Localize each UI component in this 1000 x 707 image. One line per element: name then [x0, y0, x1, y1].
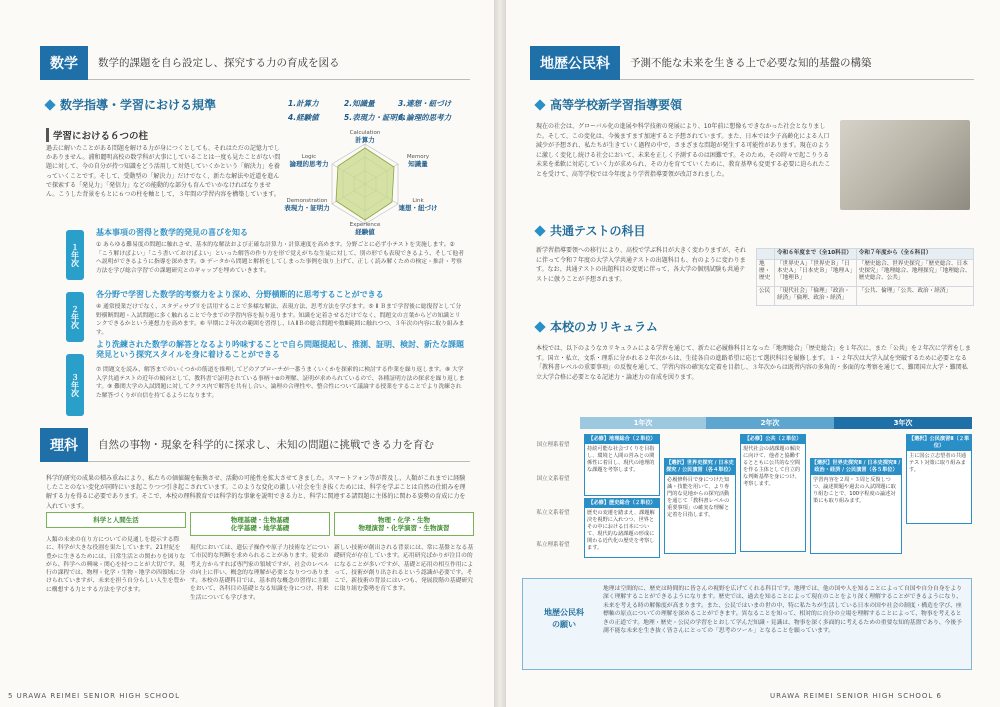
curriculum-heading: 本校のカリキュラム: [536, 318, 658, 335]
science-col-2-head: 物理基礎・生物基礎 化学基礎・地学基礎: [190, 512, 330, 536]
math-heading: [46, 96, 216, 113]
radar-link: Link 連想・紐づけ: [398, 198, 438, 212]
phase-year2: 2年次: [706, 417, 834, 429]
year3-tab: ３年次: [66, 354, 84, 416]
radar-calc: Calculation 計算力: [349, 130, 381, 144]
geo-tag: 地歴公民科: [530, 46, 620, 80]
ability-2: 2.知識量: [344, 99, 375, 108]
year3-text: ⑦ 問題文を読み、解答までのいくつかの筋道を推理してどのアプローチが一番うまくいくかを探索的に検討する作業を繰り返します。⑧ 大学入学共通テストの近年の傾向として、教科書で証明されている事柄＋αの理解、証明が求められているので、各種証明方法の探求を繰り返します。⑨ 難関大学の入試問題に対してクラス内で解答を共有し合い、論理の合理性や、整合性について議論する授業をすることでより洗練された解答づくりが自信を持てるようになります。: [96, 367, 465, 399]
table-row-history: 地歴・歴史: [757, 260, 775, 287]
page-gutter: [494, 0, 506, 707]
row-national-sci: 国立理系着望: [536, 442, 570, 448]
year3-heading: より洗練された数学の解答となるより吟味することで自ら問題提起し、推測、証明、検討、新たな課題発見という探究スタイルを身に着けることができる: [96, 340, 464, 359]
year1-heading: 基本事項の習得と数学的発見の喜びを知る: [96, 228, 248, 237]
ability-6: 6.論理的思考力: [398, 113, 452, 122]
science-col-3-text: 新しい技術が創出される背景には、常に基盤となる基礎研究が存在しています。応用研究ばかりが注目の的になることが多いですが、基礎と応用の相互作用によって、技術が創り出されるという認識が必要です。そこで、新技術の背景にはいつも、発展段階の基礎研究に取り組む姿勢を育てます。: [334, 545, 474, 593]
ability-1: 1.計算力: [288, 99, 319, 108]
wish-text: 地理は空間的に、歴史は時間的に皆さんの視野を広げてくれる科目です。地理では、他の国や人を知ることによって自国や自分自身をより深く理解することができるようになります。歴史では、過去を知ることによって現在のことをより深く理解することができるようになり、未来を考える時の解像度が高まります。また、公民ではいまの世の中、特に私たちが生活している日本の国や社会の制度・構造を学び、座標軸の原点についての理解を深めることができます。異なることを知って、相対的に自分の立場を理解することによって、物事を考えるときの正道です。地理・歴史・公民の学習をとおして学んだ知識・見識は、物事を深く多面的に考えるための重要な知的基盤であり、今後予測不能な未来を生き抜く皆さんにとっての「思考のツール」となることを願っています。: [603, 586, 962, 635]
guideline-heading: 高等学校新学習指導要領: [536, 96, 682, 113]
math-heading-text: 数学指導・学習における規準: [60, 98, 217, 112]
year1-tab: １年次: [66, 230, 84, 280]
math-tag: 数学: [40, 46, 88, 80]
table-row-civics: 公民: [757, 286, 775, 305]
science-tag: 理科: [40, 428, 88, 462]
science-col-1: [46, 512, 186, 646]
science-desc: 自然の事物・現象を科学的に探求し、未知の問題に挑戦できる力を育む: [98, 439, 434, 451]
wish-label: 地歴公民科 の願い: [544, 608, 584, 629]
science-col-3-head: 物理・化学・生物 物理演習・化学演習・生物演習: [334, 512, 474, 536]
box-civics-seminar: 【選択】公民演習Ⅱ（２単位） 主に国公立志望者の共通テスト対策に取り組みます。: [906, 434, 972, 524]
math-desc: 数学的課題を自ら設定し、探究する力の育成を図る: [98, 57, 340, 69]
box-geography: 【必修】地理総合（２単位） 持続可能な社会づくりを目指し、環境と人間の営みとの関係性に着目し、現代の地理的な課題を考察します。: [584, 434, 660, 496]
curriculum-text: 本校では、以下のようなカリキュラムによる学習を通じて、新たに必履修科目となった「地理総合」「歴史総合」を１年次に、また「公共」を２年次に学習をします。国立・私立、文系・理系に分かれる２年次からは、生徒各自の進路希望に応じて選択科目を履修します。１・２年次は大学入試を突破するために必要となる「教科書レベルの重要事項」の反復を通して、学習内容の確実な定着を目指し、３年次からは既習内容の多角的・多面的な考察を通じて、難関国立大学・難関私立大学合格に必要となる記述力・論述力の育成を図ります。: [536, 345, 971, 381]
box-inquiry-2: 【選択】世界史探究Ⅱ / 日本史探究Ⅱ / 政治・経済 / 公民演習（各５単位） 学習内容を２周・３周と反復しつつ、論述問題や過去の入試問題に取り組むことで、100字程度の論述対策にも取り組みます。: [810, 458, 902, 554]
geo-section-bar: [530, 46, 974, 80]
phase-year1: 1年次: [580, 417, 706, 429]
radar-chart: [284, 130, 440, 238]
box-public: 【必修】公共（２単位） 現代社会の諸課題の解決に向けて、他者と協働するとともに公共的な空間を作る主体として自立的な判断基準を身につけ、考察します。: [740, 434, 806, 552]
science-col-2: [190, 512, 330, 654]
math-intro: 過去に解いたことがある問題を解ける力が身につくとしても、それはただの記憶力でしかありません。浦和麗明高校の数学科が大事にしていることは一度も見たことがない問題に対して、今の自分が持つ知識をどう活用して対処していくかという「解決力」を養っていくことです。そして、受動型の「解決力」だけでなく、新たな解法や近道を進んで探索する「発見力」「発信力」などの能動的な部分も育んでいかなければなりません。こうした背景をもとに６つの柱を軸として、３年間の学習内容を構築しています。: [46, 145, 281, 199]
box-inquiry: 【選択】世界史探究 / 日本史探究 / 公民演習（各４単位） 必履修科目で身につけた知識・技能を用いて、より専門的な見地からの探究活動を通じて「教科書レベルの重要事項」の確実な理解と定着を目指します。: [664, 458, 736, 554]
year2-heading: 各分野で学習した数学的考察力をより深め、分野横断的に思考することができる: [96, 290, 384, 299]
radar-demo: Demonstration 表現力・証明力: [284, 198, 330, 212]
table-head-new: 令和７年度から（全６科目）: [856, 249, 973, 260]
radar-mem: Memory 知識量: [406, 154, 430, 168]
science-col-1-head: 科学と人間生活: [46, 512, 186, 528]
table-head-old: 令和６年度まで（全10科目）: [775, 249, 857, 260]
box-history: 【必修】歴史総合（２単位） 歴史の変遷を踏まえ、課題解決を視野に入れつつ、世界とその中における日本について、現代的な諸課題の形成に関わる近代化の歴史を考察します。: [584, 498, 660, 558]
year2-tab: ２年次: [66, 292, 84, 342]
science-col-3: [334, 512, 474, 654]
diamond-icon: [534, 225, 545, 236]
diamond-icon: [534, 99, 545, 110]
year2-text: ④ 通常授業だけでなく、スタディサプリを活用することで多様な解法、表現方法、思考方法を学びます。⑤ Ⅱ Ｂまで学習後に総復習として分野横断問題・入試問題に多く触れることで今までの学習内容を振り返ります。知識を定着させるだけでなく、問題文の言葉からどの知識とリンクできるかという連想力を高めます。⑥ 早期に２年次の範囲を習得し、ⅠＡⅡＢの総合問題や数Ⅲ範囲に触れつつ、３年次の内容に取り組みます。: [96, 304, 465, 336]
science-intro: 科学的研究の成果の積み重ねにより、私たちの価値観を転換させ、活動の可能性を拡大させてきました。スマートフォン等が普及し、人類がこれまでに経験したことのない変化が同時にいま起こりつつ引き起こされています。このような変化の激しい社会を生き抜くためには、科学を学ぶことは自然の仕組みを理解する力を得るに必要であります。そこで、本校の理科教育では科学的な事象を説明できる力と、科学に関連する諸問題に主体的に関わる姿勢の育成に力を入れています。: [46, 475, 466, 510]
geo-desc: 予測不能な未来を生きる上で必要な知的基盤の構築: [630, 57, 872, 69]
row-private-hum: 私立文系着望: [536, 510, 570, 516]
left-footer: 5 URAWA REIMEI SENIOR HIGH SCHOOL: [8, 692, 180, 700]
student-photo: [840, 120, 970, 210]
left-page: [0, 0, 494, 707]
row-national-hum: 国立文系着望: [536, 476, 570, 482]
ability-4: 4.経験値: [288, 113, 319, 122]
subject-comparison-table: 令和６年度まで（全10科目） 令和７年度から（全６科目） 地歴・歴史 「世界史Ａ」「世界史Ｂ」「日本史Ａ」「日本史Ｂ」「地理Ａ」「地理Ｂ」 「歴史総合、世界史探究」「歴史総合、日本史探究」「地理総合、地理探究」「地理総合、歴史総合、公共」 公民 「現代社会」「倫理」「政治・経済」「倫理、政治・経済」 「公共、倫理」「公共、政治・経済」: [756, 248, 974, 306]
math-section-bar: [40, 46, 470, 80]
science-col-2-text: 現代においては、遺伝子操作や原子力技術などについて市民的な判断を求められることがあります。従来の考え方からすれば専門家の領域ですが、社会のレベルの向上に伴い、概念的な理解が必要となりつつあります。本校の基礎科目では、基本的な概念の習得に主眼をおいて、各科目の基礎となる知識を身につけ、将来生活についても学びます。: [190, 545, 330, 601]
diamond-icon: [44, 99, 55, 110]
common-test-text: 新学習指導要領への移行により、高校で学ぶ科目が大きく変わりますが、それに伴って令和７年度の大学入学共通テストの出題科目も、右のように変わります。なお、共通テストの出題科目の変更に伴って、各大学の個別試験も共通テストに倣うことが予想されます。: [536, 247, 747, 283]
year1-text: ① あらゆる難易度の問題に触れさせ、基本的な解法および正確な計算力・計算速度を高めます。分野ごとに必ず小テストを実施します。② 「こう解けばよい」「こう書いておけばよい」といった解答の作り方を形で覚えがちな生徒に対して、別の形でも表現できるよう、そして他者へ説明ができるように指導を深めます。③ データから問題と解析をしてしまった事例を取り上げて、正しく読み解くための検定・推計・考察方法を学び総合学習での課題研究とのギャップを埋めていきます。: [96, 242, 464, 274]
science-section-bar: [40, 428, 470, 462]
science-col-1-text: 人類の未来の在り方についての見通しを提示する際に、科学が大きな役割を果たしています。21世紀を豊かに生きるためには、日常生活との関わりを図りながら、科学への興味・関心を持つことが大切です。現行の課程では、物理・化学・生物・地学の四領域に分けられていますが、未来を担う自分らしい人生を豊かに構想する力とする方法を学びます。: [46, 537, 186, 593]
right-footer: URAWA REIMEI SENIOR HIGH SCHOOL 6: [770, 692, 942, 700]
radar-logic: Logic 論理的思考力: [289, 154, 329, 168]
radar-exp: Experience 経験値: [349, 222, 381, 236]
common-test-heading: 共通テストの科目: [536, 222, 646, 239]
diamond-icon: [534, 321, 545, 332]
row-private-sci: 私立理系着望: [536, 542, 570, 548]
guideline-text: 現在の社会は、グローバル化の進展や科学技術の発展により、10年前に想像もできなかった社会となりました。そして、この変化は、今後ますます加速すると予想されています。また、日本では少子高齢化による人口減少が予想され、私たちが生きていく過程の中で、さまざまな問題が発生する可能性があります。現在のように激しく変化し続ける社会において、未来を正しく予測するのは困難です。そのため、その時々で起こりうる未来を柔軟に対応していく力が求められ、その力を育てていくために、教育基準も変更する必要に迫られたことを受けて、高等学校では今年度より学習指導要領が改訂されました。: [536, 123, 831, 178]
ability-5: 5.表現力・証明力: [344, 113, 405, 122]
pillars-heading: 学習における６つの柱: [46, 128, 148, 142]
phase-year3: 3年次: [834, 417, 972, 429]
radar-area: [336, 148, 394, 220]
ability-3: 3.連想・紐づけ: [398, 99, 452, 108]
department-wish: [522, 578, 972, 670]
